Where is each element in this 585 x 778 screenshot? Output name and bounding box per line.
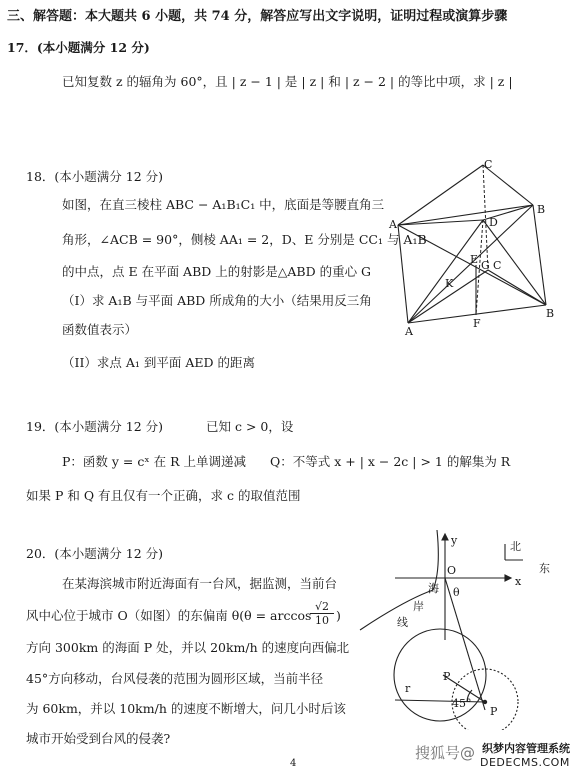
label-D: D bbox=[489, 216, 498, 229]
q20-line-2-close: ) bbox=[336, 608, 341, 623]
q20-fraction bbox=[310, 600, 334, 627]
label-y: y bbox=[451, 534, 458, 547]
label-K: K bbox=[445, 277, 454, 290]
q20-line-5: 为 60km，并以 10km/h 的速度不断增大，问几小时后该 bbox=[26, 701, 346, 716]
q17-text: 已知复数 z 的辐角为 60°，且 | z − 1 | 是 | z | 和 | z − 2 | 的等比中项，求 | z | bbox=[62, 74, 513, 89]
label-F: F bbox=[473, 317, 481, 330]
fraction-numerator: √2 bbox=[310, 600, 334, 614]
q19-heading: 19．(本小题满分 12 分) bbox=[26, 419, 164, 434]
q18-line-4: （I）求 A₁B 与平面 ABD 所成角的大小（结果用反三角 bbox=[62, 293, 372, 308]
watermark-at: @ bbox=[460, 744, 476, 762]
q18-line-2: 角形，∠ACB = 90°，侧棱 AA₁ = 2，D、E 分别是 CC₁ 与 A₁B bbox=[62, 232, 427, 247]
label-C1: C bbox=[493, 259, 502, 272]
page-number: 4 bbox=[290, 758, 297, 769]
label-B1: B bbox=[546, 307, 555, 320]
q20-line-2: 风中心位于城市 O（如图）的东偏南 θ(θ = arccos bbox=[26, 608, 312, 623]
q19-condition: 已知 c > 0，设 bbox=[206, 419, 294, 434]
q20-line-1: 在某海滨城市附近海面有一台风，据监测，当前台 bbox=[62, 576, 338, 591]
fraction-denominator: 10 bbox=[315, 614, 329, 627]
q19-question: 如果 P 和 Q 有且仅有一个正确，求 c 的取值范围 bbox=[26, 488, 301, 503]
label-P: P bbox=[490, 705, 498, 718]
q20-line-3: 方向 300km 的海面 P 处，并以 20km/h 的速度向西偏北 bbox=[26, 640, 350, 655]
label-theta: θ bbox=[453, 586, 460, 599]
label-line: 线 bbox=[397, 616, 408, 629]
q18-line-6: （II）求点 A₁ 到平面 AED 的距离 bbox=[62, 355, 255, 370]
q19-proposition-q: Q：不等式 x + | x − 2c | > 1 的解集为 R bbox=[270, 454, 511, 469]
q20-heading: 20．(本小题满分 12 分) bbox=[26, 546, 164, 561]
label-B: B bbox=[537, 203, 546, 216]
label-A: A bbox=[389, 218, 397, 231]
label-E: E bbox=[470, 253, 479, 266]
label-shore: 岸 bbox=[413, 600, 424, 613]
label-x: x bbox=[515, 575, 522, 588]
q20-line-4: 45°方向移动，台风侵袭的范围为圆形区域，当前半径 bbox=[26, 671, 324, 686]
typhoon-figure bbox=[355, 530, 570, 730]
label-P-bar: P bbox=[443, 670, 451, 683]
label-angle: 45° bbox=[452, 697, 472, 710]
label-east: 东 bbox=[539, 562, 550, 575]
label-r: r bbox=[405, 682, 411, 695]
q20-line-6: 城市开始受到台风的侵袭? bbox=[26, 731, 171, 746]
label-north: 北 bbox=[510, 540, 521, 553]
watermark-sohu-text: 搜狐号 bbox=[415, 744, 461, 762]
label-sea: 海 bbox=[428, 582, 439, 595]
label-G: G bbox=[481, 259, 490, 272]
watermark-site: DEDECMS.COM bbox=[480, 756, 570, 769]
section-title: 三、解答题：本大题共 6 小题，共 74 分，解答应写出文字说明，证明过程或演算步骤 bbox=[7, 9, 508, 24]
label-A1: A bbox=[405, 325, 413, 338]
q18-heading: 18．(本小题满分 12 分) bbox=[26, 169, 164, 184]
q19-proposition-p: P：函数 y = cˣ 在 R 上单调递减 bbox=[62, 454, 246, 469]
watermark-sohu bbox=[415, 742, 475, 763]
q17-heading: 17．(本小题满分 12 分) bbox=[7, 40, 150, 55]
label-O: O bbox=[447, 564, 457, 577]
q18-line-3: 的中点，点 E 在平面 ABD 上的射影是△ABD 的重心 G bbox=[62, 264, 372, 279]
q18-line-5: 函数值表示） bbox=[62, 322, 138, 337]
prism-figure bbox=[388, 155, 573, 345]
label-C: C bbox=[484, 158, 493, 171]
watermark-brand: 织梦内容管理系统 bbox=[482, 742, 570, 755]
q18-line-1: 如图，在直三棱柱 ABC − A₁B₁C₁ 中，底面是等腰直角三 bbox=[62, 197, 385, 212]
